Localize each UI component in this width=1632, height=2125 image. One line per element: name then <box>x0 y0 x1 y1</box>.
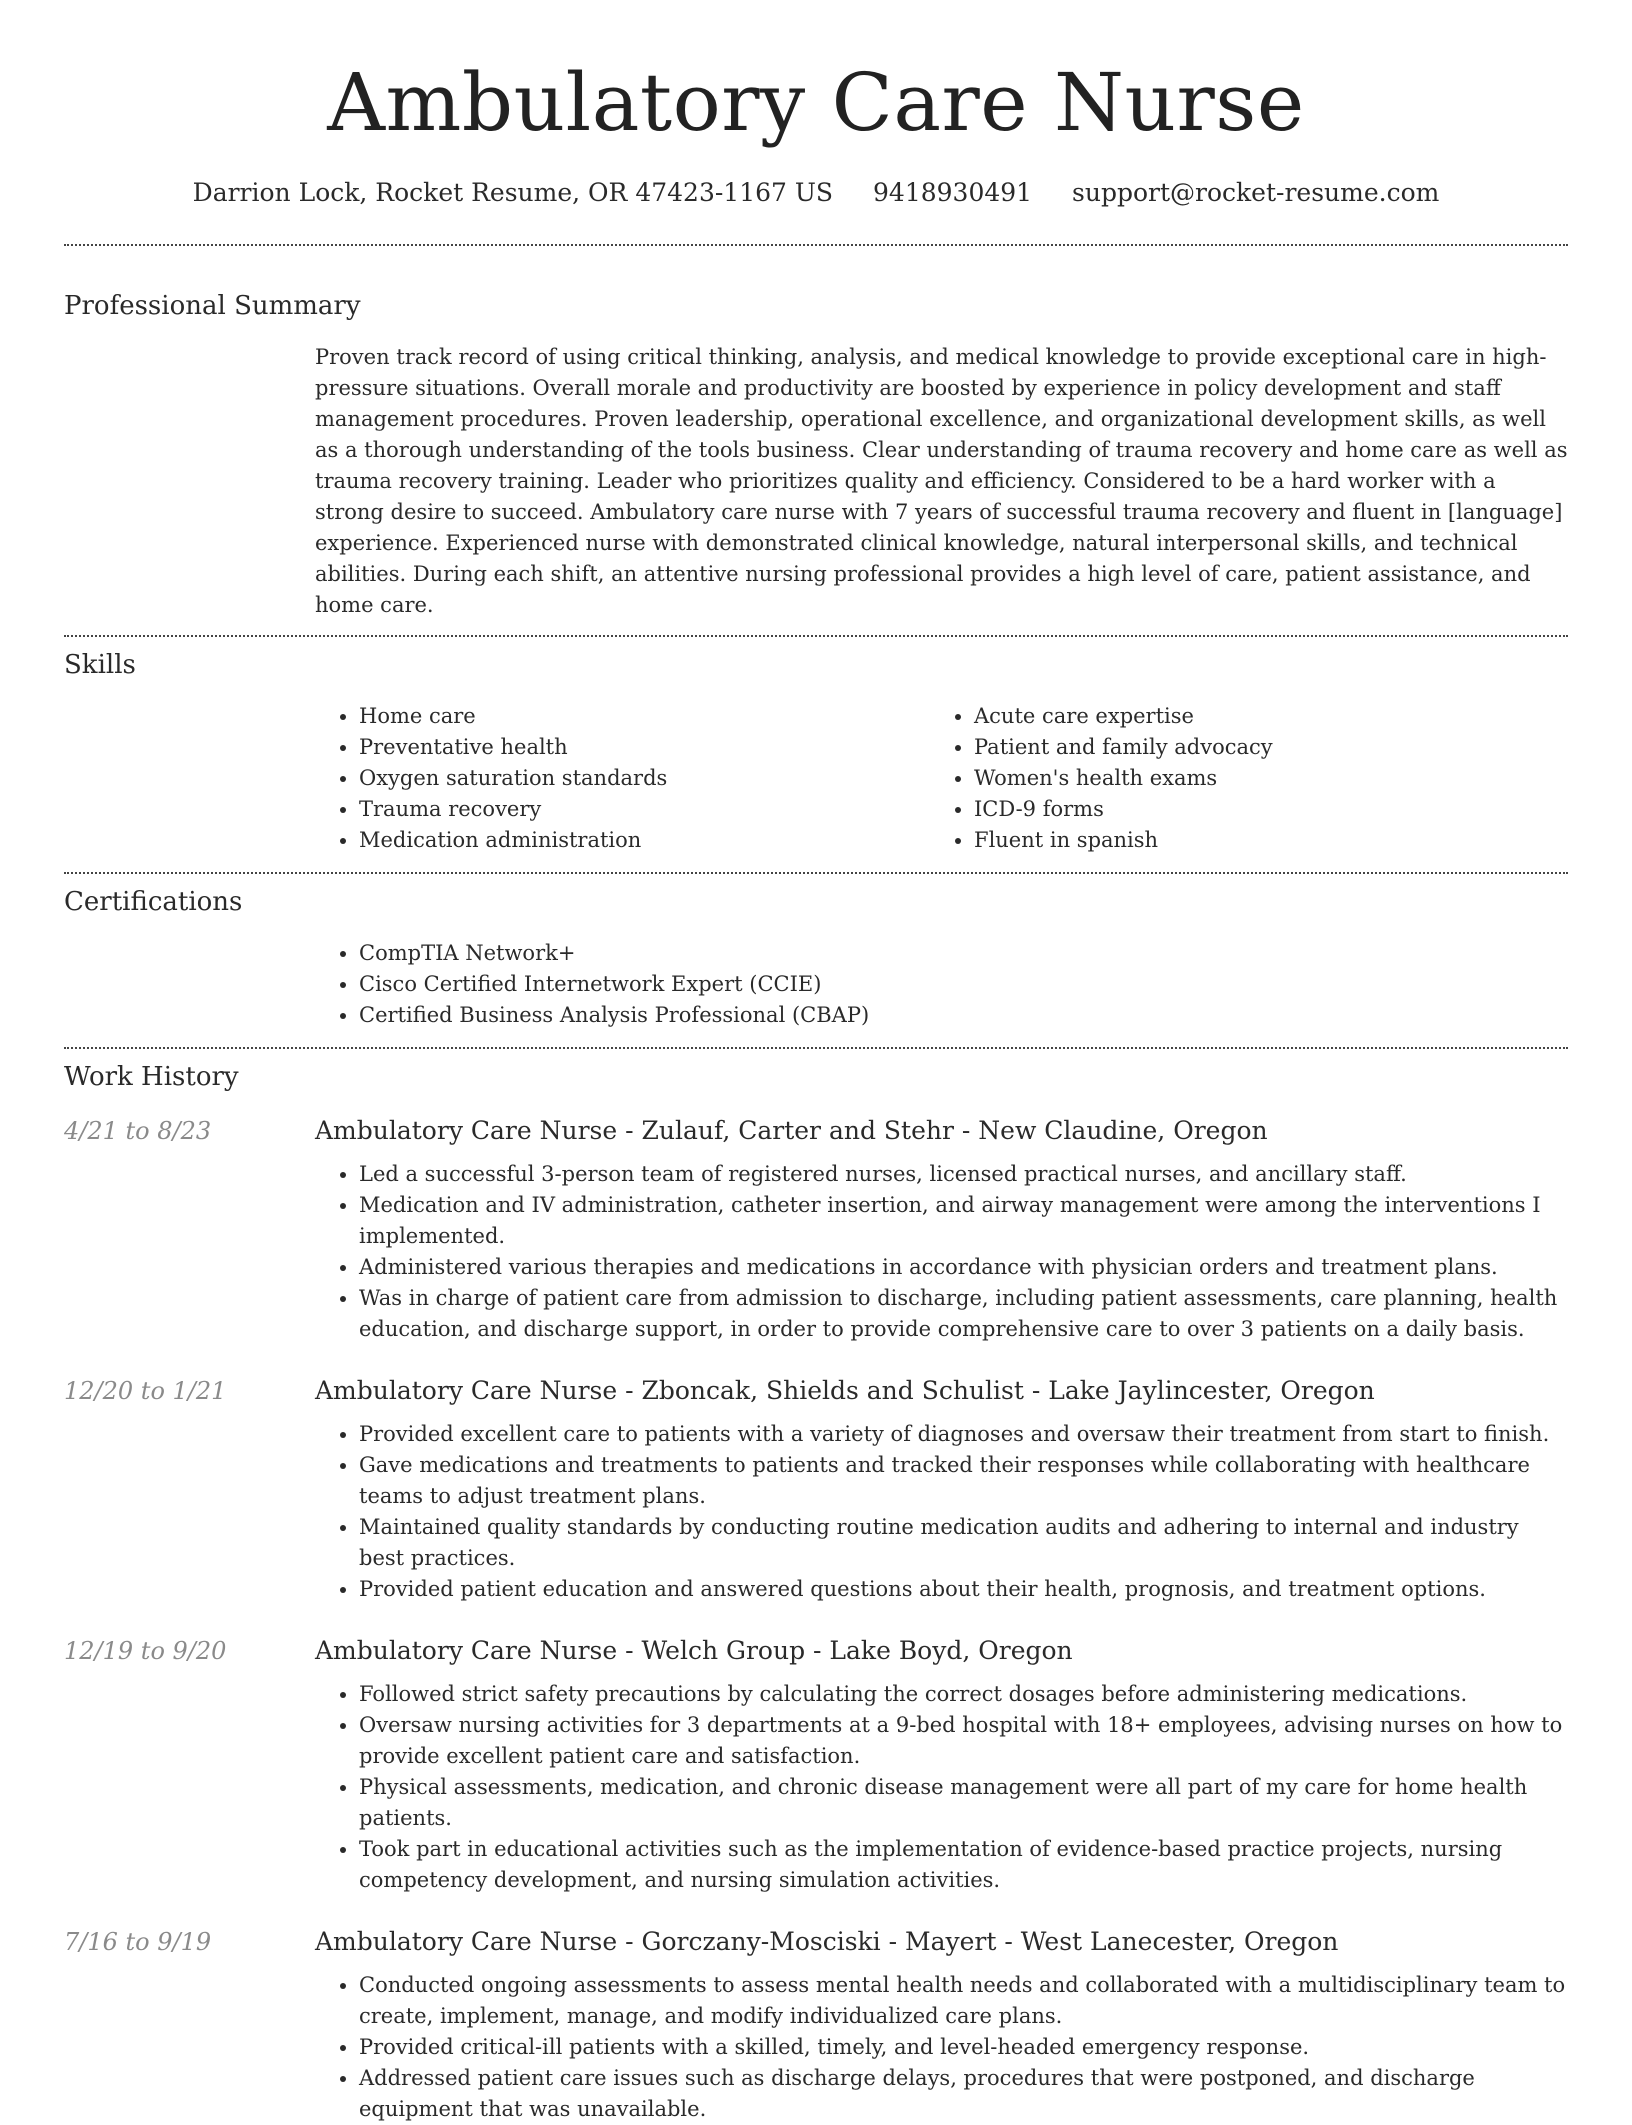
job-bullet: • Maintained quality standards by conducting routine medication audits and adhering to internal and industry best practices. <box>359 1512 1568 1574</box>
job-bullet: • Conducted ongoing assessments to assess mental health needs and collaborated with a multidisciplinary team to create, implement, manage, and modify individualized care plans. <box>359 1970 1568 2032</box>
section-heading-work: Work History <box>64 1062 239 1092</box>
resume-page <box>64 0 1568 2121</box>
summary-text: Proven track record of using critical thinking, analysis, and medical knowledge to provide exceptional care in high-pressure situations. Overall morale and productivity are boosted by experience in policy development and staff management procedures. Proven leadership, operational excellence, and organizational development skills, as well as a thorough understanding of the tools business. Clear understanding of trauma recovery and home care as well as trauma recovery training. Leader who prioritizes quality and efficiency. Considered to be a hard worker with a strong desire to succeed. Ambulatory care nurse with 7 years of successful trauma recovery and fluent in [language] experience. Experienced nurse with demonstrated clinical knowledge, natural interpersonal skills, and technical abilities. During each shift, an attentive nursing professional provides a high level of care, patient assistance, and home care. <box>315 345 1568 617</box>
section-divider <box>64 244 1568 246</box>
job-bullet: • Provided patient education and answered questions about their health, prognosis, and treatment options. <box>359 1574 1568 1605</box>
job-bullet: • Led a successful 3-person team of registered nurses, licensed practical nurses, and ancillary staff. <box>359 1159 1568 1190</box>
job-dates: 12/20 to 1/21 <box>64 1377 227 1405</box>
certification-item: • CompTIA Network+ <box>359 938 1568 969</box>
skills-section <box>64 647 1568 856</box>
section-heading-skills: Skills <box>64 650 136 680</box>
section-divider <box>64 872 1568 874</box>
section-heading-certifications: Certifications <box>64 887 243 917</box>
job-bullets <box>315 1159 1568 1345</box>
contact-address: Darrion Lock, Rocket Resume, OR 47423-1167 US <box>192 178 834 207</box>
professional-summary-section <box>64 288 1568 621</box>
contact-email: support@rocket-resume.com <box>1072 178 1440 207</box>
job-entry <box>64 1633 1568 1896</box>
job-title: Ambulatory Care Nurse - Zboncak, Shields and Schulist - Lake Jaylincester, Oregon <box>315 1376 1375 1405</box>
skill-item: • Preventative health <box>359 732 930 763</box>
job-bullet: • Followed strict safety precautions by calculating the correct dosages before administering medications. <box>359 1679 1568 1710</box>
job-bullet: • Administered various therapies and medications in accordance with physician orders and treatment plans. <box>359 1252 1568 1283</box>
certifications-section <box>64 884 1568 1031</box>
job-bullet: • Provided excellent care to patients with a variety of diagnoses and oversaw their treatment from start to finish. <box>359 1419 1568 1450</box>
job-bullets <box>315 1679 1568 1896</box>
skill-item: • Home care <box>359 701 930 732</box>
section-divider <box>64 635 1568 637</box>
skill-item: • Patient and family advocacy <box>974 732 1545 763</box>
job-dates: 7/16 to 9/19 <box>64 1928 212 1956</box>
skills-column-left <box>315 701 930 856</box>
job-title: Ambulatory Care Nurse - Zulauf, Carter and Stehr - New Claudine, Oregon <box>315 1116 1268 1145</box>
section-divider <box>64 1047 1568 1049</box>
contact-phone: 9418930491 <box>873 178 1033 207</box>
job-entry <box>64 1373 1568 1605</box>
skill-item: • Acute care expertise <box>974 701 1545 732</box>
work-history-section <box>64 1059 1568 2125</box>
job-bullet: • Medication and IV administration, catheter insertion, and airway management were among the interventions I implemented. <box>359 1190 1568 1252</box>
job-title: Ambulatory Care Nurse - Welch Group - Lake Boyd, Oregon <box>315 1636 1073 1665</box>
job-bullet: • Addressed patient care issues such as discharge delays, procedures that were postponed, and discharge equipment that was unavailable. <box>359 2063 1568 2125</box>
skill-item: • Medication administration <box>359 825 930 856</box>
resume-header <box>64 0 1568 210</box>
job-bullets <box>315 1419 1568 1605</box>
job-bullet: • Oversaw nursing activities for 3 departments at a 9-bed hospital with 18+ employees, advising nurses on how to provide excellent patient care and satisfaction. <box>359 1710 1568 1772</box>
certification-item: • Certified Business Analysis Professional (CBAP) <box>359 1000 1568 1031</box>
job-bullet: • Gave medications and treatments to patients and tracked their responses while collaborating with healthcare teams to adjust treatment plans. <box>359 1450 1568 1512</box>
skill-item: • Women's health exams <box>974 763 1545 794</box>
skill-item: • ICD-9 forms <box>974 794 1545 825</box>
certification-item: • Cisco Certified Internetwork Expert (CCIE) <box>359 969 1568 1000</box>
job-bullet: • Provided critical-ill patients with a skilled, timely, and level-headed emergency response. <box>359 2032 1568 2063</box>
skill-item: • Fluent in spanish <box>974 825 1545 856</box>
contact-line <box>64 176 1568 210</box>
job-entry <box>64 1924 1568 2125</box>
certifications-list <box>315 938 1568 1031</box>
job-dates: 12/19 to 9/20 <box>64 1637 227 1665</box>
resume-title: Ambulatory Care Nurse <box>327 56 1305 149</box>
skills-grid <box>315 701 1568 856</box>
skills-column-right <box>930 701 1545 856</box>
job-bullet: • Physical assessments, medication, and chronic disease management were all part of my care for home health patients. <box>359 1772 1568 1834</box>
skill-item: • Trauma recovery <box>359 794 930 825</box>
job-bullet: • Was in charge of patient care from admission to discharge, including patient assessments, care planning, health education, and discharge support, in order to provide comprehensive care to over 3 patients on a daily basis. <box>359 1283 1568 1345</box>
skill-item: • Oxygen saturation standards <box>359 763 930 794</box>
job-bullets <box>315 1970 1568 2125</box>
job-entry <box>64 1113 1568 1345</box>
job-dates: 4/21 to 8/23 <box>64 1117 212 1145</box>
job-bullet: • Took part in educational activities such as the implementation of evidence-based practice projects, nursing competency development, and nursing simulation activities. <box>359 1834 1568 1896</box>
section-heading-summary: Professional Summary <box>64 291 361 321</box>
job-title: Ambulatory Care Nurse - Gorczany-Mosciski - Mayert - West Lanecester, Oregon <box>315 1927 1339 1956</box>
